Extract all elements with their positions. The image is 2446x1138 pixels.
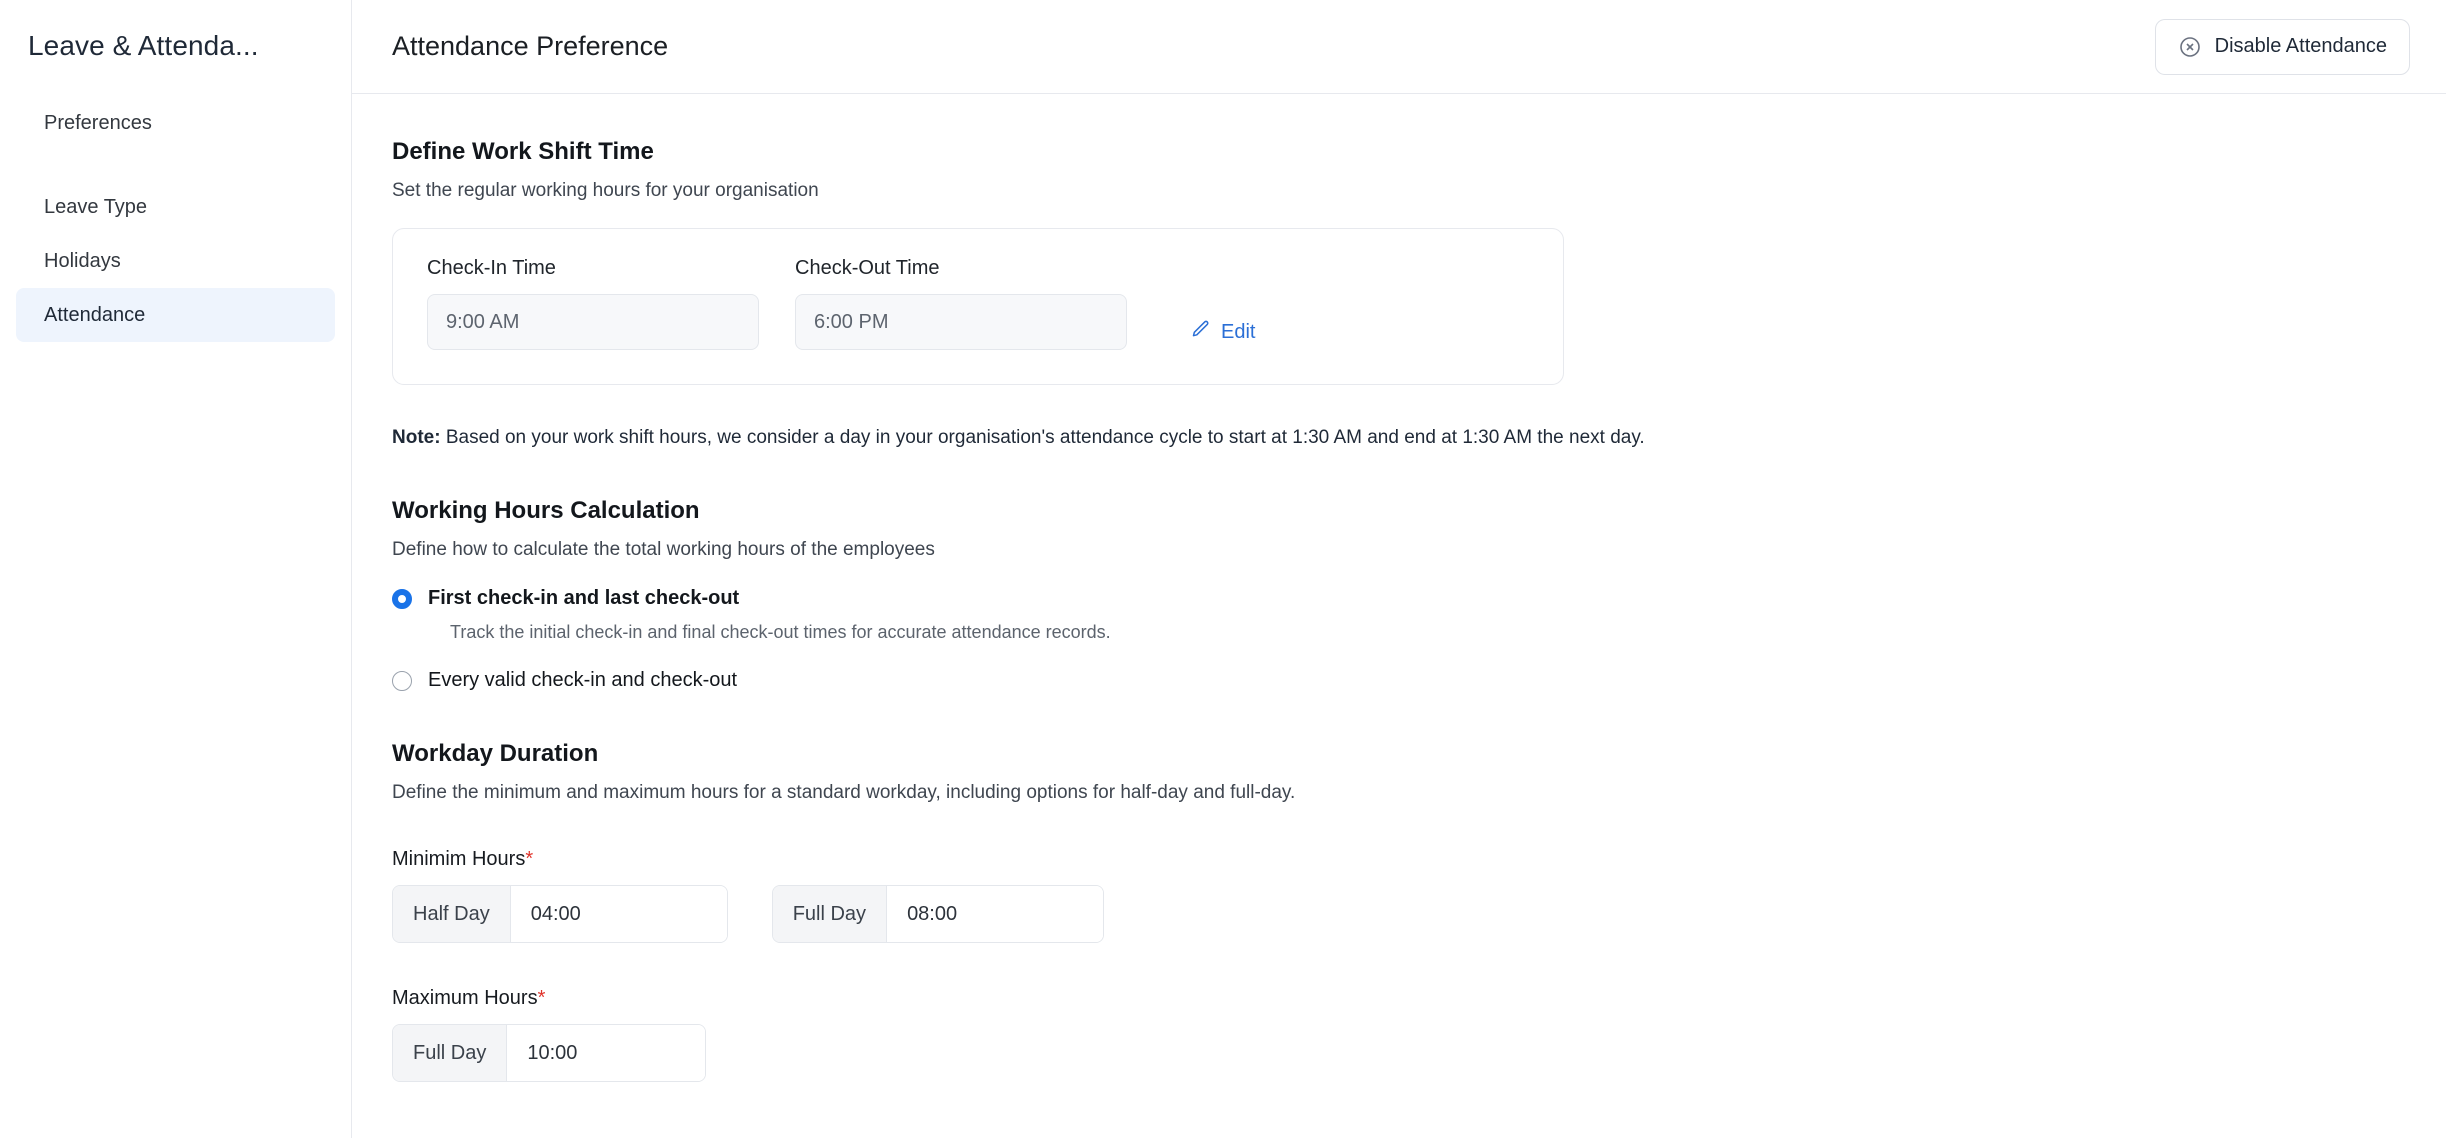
sidebar	[0, 0, 352, 1138]
minimum-half-day-prefix: Half Day	[393, 886, 511, 942]
minimum-hours-label	[392, 848, 2406, 871]
main-panel	[352, 0, 2446, 1138]
edit-shift-label: Edit	[1221, 320, 1256, 343]
page-title: Attendance Preference	[392, 31, 669, 61]
minimum-half-day-field[interactable]	[392, 885, 728, 943]
note-prefix: Note:	[392, 427, 441, 448]
radio-label-every-valid: Every valid check-in and check-out	[428, 669, 738, 691]
workday-duration-title: Workday Duration	[392, 740, 599, 767]
sidebar-item-label: Leave Type	[44, 195, 148, 218]
minimum-full-day-value[interactable]: 08:00	[887, 886, 1103, 942]
minimum-hours-text: Minimim Hours	[392, 848, 526, 870]
sidebar-item-preferences[interactable]	[16, 96, 335, 150]
sidebar-item-label: Preferences	[44, 111, 152, 134]
note-text: Based on your work shift hours, we consider a day in your organisation's attendance cycle to start at 1:30 AM and end at 1:30 AM the next day.	[440, 427, 1645, 448]
circle-x-icon	[2178, 35, 2202, 59]
workday-duration-subtitle: Define the minimum and maximum hours for a standard workday, including options for half-day and full-day.	[392, 782, 1296, 803]
maximum-full-day-value[interactable]: 10:00	[507, 1025, 705, 1081]
required-asterisk: *	[525, 848, 534, 870]
checkin-field	[427, 257, 759, 350]
checkout-time-input[interactable]: 6:00 PM	[795, 294, 1127, 350]
attendance-cycle-note	[392, 427, 2406, 449]
maximum-hours-text: Maximum Hours	[392, 987, 538, 1009]
maximum-full-day-prefix: Full Day	[393, 1025, 507, 1081]
sidebar-nav	[0, 96, 351, 342]
edit-shift-button[interactable]	[1191, 319, 1255, 345]
sidebar-item-label: Attendance	[44, 303, 146, 326]
sidebar-item-label: Holidays	[44, 249, 121, 272]
work-shift-card	[392, 228, 1564, 385]
minimum-full-day-prefix: Full Day	[773, 886, 887, 942]
radio-help-first-last: Track the initial check-in and final check-out times for accurate attendance records.	[450, 622, 1111, 642]
disable-attendance-label: Disable Attendance	[2214, 35, 2387, 57]
sidebar-item-attendance[interactable]	[16, 288, 335, 342]
checkout-field	[795, 257, 1127, 350]
radio-option-first-last[interactable]	[392, 587, 2406, 610]
checkin-time-input[interactable]: 9:00 AM	[427, 294, 759, 350]
settings-content	[352, 94, 2446, 1082]
radio-button-first-last[interactable]	[392, 589, 412, 609]
work-shift-subtitle: Set the regular working hours for your organisation	[392, 180, 819, 201]
checkin-label: Check-In Time	[427, 257, 556, 279]
working-hours-section	[392, 497, 2406, 692]
maximum-hours-row	[392, 1024, 2406, 1082]
checkout-label: Check-Out Time	[795, 257, 940, 279]
minimum-half-day-value[interactable]: 04:00	[511, 886, 727, 942]
pencil-icon	[1191, 319, 1211, 345]
working-hours-title: Working Hours Calculation	[392, 497, 700, 524]
work-shift-title: Define Work Shift Time	[392, 138, 654, 165]
radio-option-every-valid[interactable]	[392, 669, 2406, 692]
disable-attendance-button[interactable]	[2155, 19, 2410, 75]
maximum-full-day-field[interactable]	[392, 1024, 706, 1082]
minimum-full-day-field[interactable]	[772, 885, 1104, 943]
minimum-hours-row	[392, 885, 2406, 943]
sidebar-item-leave-type[interactable]	[16, 180, 335, 234]
radio-button-every-valid[interactable]	[392, 671, 412, 691]
sidebar-title: Leave & Attenda...	[28, 30, 259, 61]
radio-label-first-last: First check-in and last check-out	[428, 587, 740, 609]
working-hours-subtitle: Define how to calculate the total working hours of the employees	[392, 539, 935, 560]
sidebar-item-holidays[interactable]	[16, 234, 335, 288]
required-asterisk: *	[537, 987, 546, 1009]
workday-duration-section	[392, 740, 2406, 1082]
page-header	[352, 0, 2446, 94]
maximum-hours-label	[392, 987, 2406, 1010]
